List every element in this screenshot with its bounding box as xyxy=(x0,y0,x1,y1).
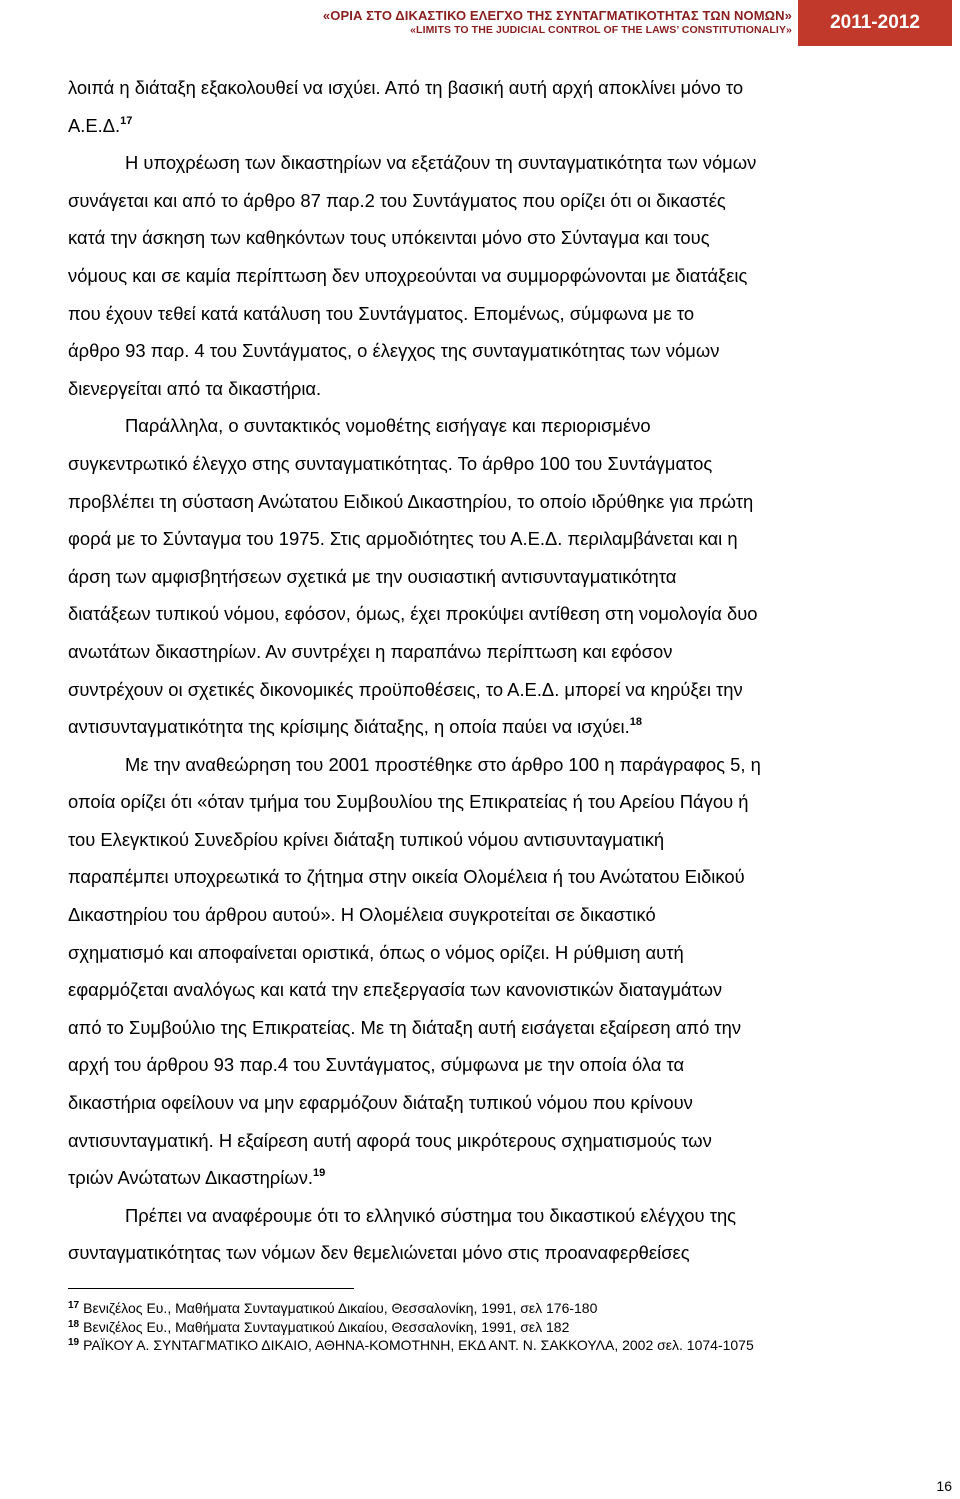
text-line xyxy=(68,107,888,145)
footnotes xyxy=(68,1299,888,1355)
footnote-number: 17 xyxy=(68,1300,80,1311)
text-line: αντισυνταγματική. Η εξαίρεση αυτή αφορά τους μικρότερους σχηματισμούς των xyxy=(68,1129,712,1151)
header-title-greek: «ΟΡΙΑ ΣΤΟ ΔΙΚΑΣΤΙΚΟ ΕΛΕΓΧΟ ΤΗΣ ΣΥΝΤΑΓΜΑΤΙΚΟΤΗΤΑΣ ΤΩΝ ΝΟΜΩΝ» xyxy=(322,8,792,23)
text-line: του Ελεγκτικού Συνεδρίου κρίνει διάταξη τυπικού νόμου αντισυνταγματική xyxy=(68,828,665,850)
text-line: παραπέμπει υποχρεωτικά το ζήτημα στην οικεία Ολομέλεια ή του Ανώτατου Ειδικού xyxy=(68,866,745,888)
text-line: εφαρμόζεται αναλόγως και κατά την επεξεργασία των κανονιστικών διαταγμάτων xyxy=(68,979,723,1001)
text-fragment: τριών Ανώτατων Δικαστηρίων. xyxy=(68,1167,314,1189)
text-line: άρση των αμφισβητήσεων σχετικά με την ουσιαστική αντισυνταγματικότητα xyxy=(68,565,677,587)
header-title-english: «LIMITS TO THE JUDICIAL CONTROL OF THE LAWS’ CONSTITUTIONALIY» xyxy=(410,24,792,36)
text-line: λοιπά η διάταξη εξακολουθεί να ισχύει. Από τη βασική αυτή αρχή αποκλίνει μόνο το xyxy=(68,77,744,98)
footnote-item xyxy=(68,1299,888,1318)
text-line: από το Συμβούλιο της Επικρατείας. Με τη διάταξη αυτή εισάγεται εξαίρεση από την xyxy=(68,1016,742,1038)
footnote-text: ΡΑΪΚΟΥ Α. ΣΥΝΤΑΓΜΑΤΙΚΟ ΔΙΚΑΙΟ, ΑΘΗΝΑ-ΚΟΜΟΤΗΝΗ, ΕΚΔ ΑΝΤ. Ν. ΣΑΚΚΟΥΛΑ, 2002 σελ. 1074-1075 xyxy=(83,1337,754,1353)
footnote-number: 18 xyxy=(68,1318,80,1330)
footnote-text: Βενιζέλος Ευ., Μαθήματα Συνταγματικού Δικαίου, Θεσσαλονίκη, 1991, σελ 176-180 xyxy=(83,1300,598,1316)
paragraph-4 xyxy=(68,746,888,1197)
text-line: συνάγεται και από το άρθρο 87 παρ.2 του Συντάγματος που ορίζει ότι οι δικαστές xyxy=(68,189,726,211)
page-header xyxy=(0,0,960,50)
text-line: συγκεντρωτικό έλεγχο στης συνταγματικότητας. Το άρθρο 100 του Συντάγματος xyxy=(68,452,713,474)
text-line: Με την αναθεώρηση του 2001 προστέθηκε στο άρθρο 100 η παράγραφος 5, η xyxy=(125,753,761,775)
text-line: συντρέχουν οι σχετικές δικονομικές προϋποθέσεις, το Α.Ε.Δ. μπορεί να κηρύξει την xyxy=(68,678,743,700)
text-line: κατά την άσκηση των καθηκόντων τους υπόκεινται μόνο στο Σύνταγμα και τους xyxy=(68,227,710,249)
footnote-number: 19 xyxy=(68,1337,80,1348)
text-line: Η υποχρέωση των δικαστηρίων να εξετάζουν τη συνταγματικότητα των νόμων xyxy=(125,152,757,174)
paragraph-2 xyxy=(68,144,888,407)
text-line xyxy=(68,1159,888,1197)
text-line: Παράλληλα, ο συντακτικός νομοθέτης εισήγαγε και περιορισμένο xyxy=(125,415,651,437)
text-line: προβλέπει τη σύσταση Ανώτατου Ειδικού Δικαστηρίου, το οποίο ιδρύθηκε για πρώτη xyxy=(68,490,754,512)
text-line: Πρέπει να αναφέρουμε ότι το ελληνικό σύστημα του δικαστικού ελέγχου της xyxy=(125,1204,737,1226)
text-line: ανωτάτων δικαστηρίων. Αν συντρέχει η παραπάνω περίπτωση και εφόσον xyxy=(68,640,673,662)
text-line: συνταγματικότητας των νόμων δεν θεμελιώνεται μόνο στις προαναφερθείσες xyxy=(68,1242,690,1264)
footnote-separator xyxy=(68,1288,354,1289)
text-line: άρθρο 93 παρ. 4 του Συντάγματος, ο έλεγχος της συνταγματικότητας των νόμων xyxy=(68,340,720,362)
text-fragment: Α.Ε.Δ. xyxy=(68,114,121,136)
header-year-badge: 2011-2012 xyxy=(798,0,952,46)
footnote-reference: 18 xyxy=(629,716,642,729)
footnote-item xyxy=(68,1318,888,1337)
footnote-item xyxy=(68,1336,888,1355)
footnote-text: Βενιζέλος Ευ., Μαθήματα Συνταγματικού Δικαίου, Θεσσαλονίκη, 1991, σελ 182 xyxy=(83,1318,570,1335)
text-line: διατάξεων τυπικού νόμου, εφόσον, όμως, έχει προκύψει αντίθεση στη νομολογία δυο xyxy=(68,603,758,625)
text-fragment: αντισυνταγματικότητα της κρίσιμης διάταξης, η οποία παύει να ισχύει. xyxy=(68,716,630,738)
paragraph-3 xyxy=(68,407,888,745)
footnote-reference: 17 xyxy=(120,114,133,127)
footnote-reference: 19 xyxy=(313,1167,326,1180)
text-line: φορά με το Σύνταγμα του 1975. Στις αρμοδιότητες του Α.Ε.Δ. περιλαμβάνεται και η xyxy=(68,528,738,550)
paragraph-5 xyxy=(68,1197,888,1272)
text-line xyxy=(68,708,888,746)
text-line: νόμους και σε καμία περίπτωση δεν υποχρεούνται να συμμορφώνονται με διατάξεις xyxy=(68,264,748,286)
document-body xyxy=(68,69,888,1272)
text-line: αρχή του άρθρου 93 παρ.4 του Συντάγματος, σύμφωνα με την οποία όλα τα xyxy=(68,1054,685,1076)
page-number: 16 xyxy=(936,1478,952,1494)
text-line: οποία ορίζει ότι «όταν τμήμα του Συμβουλίου της Επικρατείας ή του Αρείου Πάγου ή xyxy=(68,791,749,813)
header-titles xyxy=(323,8,792,38)
paragraph-1 xyxy=(68,69,888,144)
text-line: Δικαστηρίου του άρθρου αυτού». Η Ολομέλεια συγκροτείται σε δικαστικό xyxy=(68,904,656,926)
text-line: διενεργείται από τα δικαστήρια. xyxy=(68,377,322,399)
text-line: που έχουν τεθεί κατά κατάλυση του Συντάγματος. Επομένως, σύμφωνα με το xyxy=(68,302,695,324)
text-line: σχηματισμό και αποφαίνεται οριστικά, όπως ο νόμος ορίζει. Η ρύθμιση αυτή xyxy=(68,941,684,963)
text-line: δικαστήρια οφείλουν να μην εφαρμόζουν διάταξη τυπικού νόμου που κρίνουν xyxy=(68,1092,693,1114)
